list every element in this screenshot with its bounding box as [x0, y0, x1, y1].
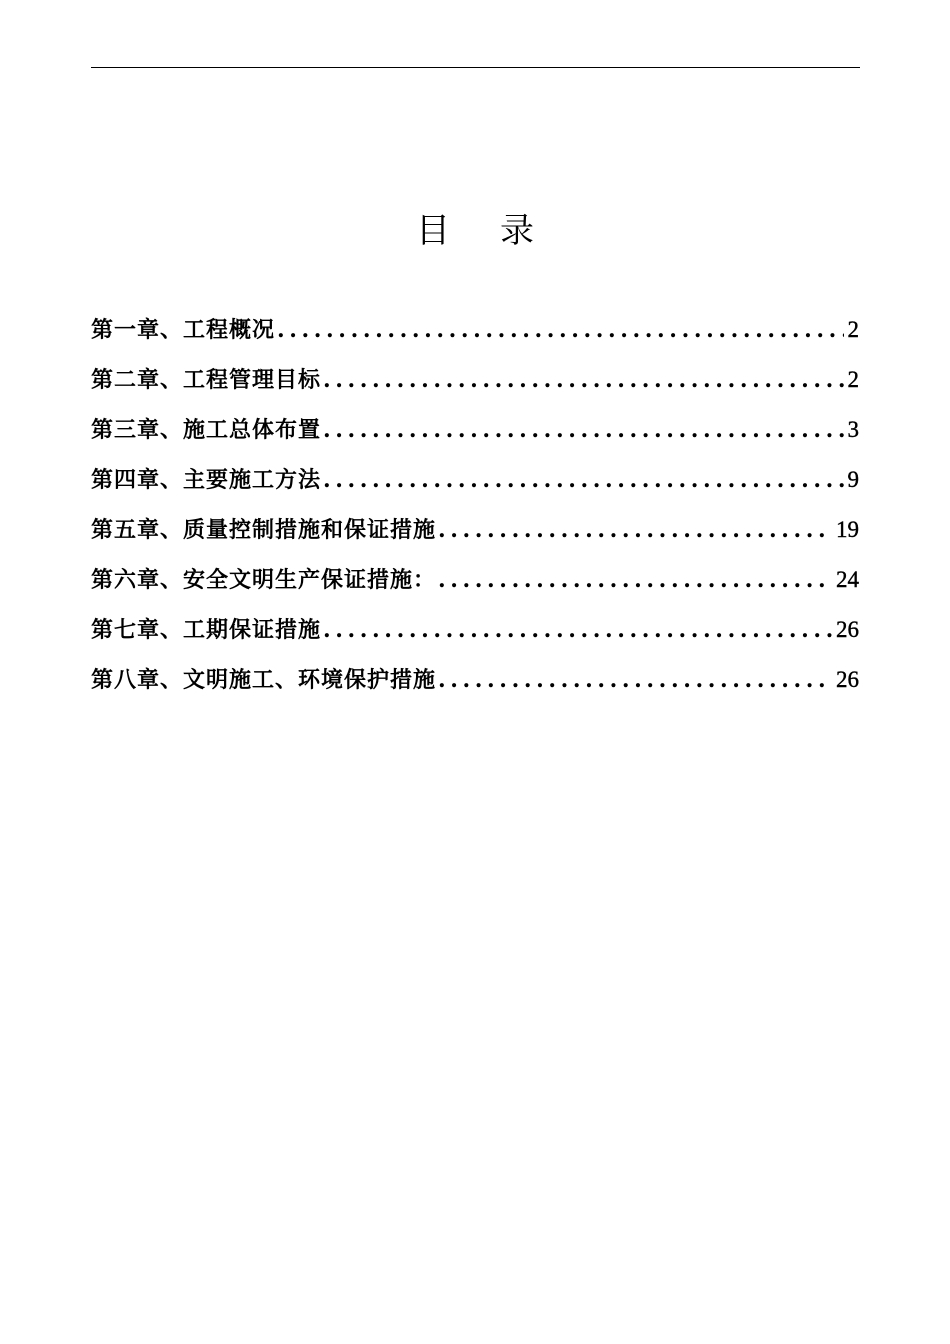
toc-entry-page: 26 — [836, 667, 859, 692]
toc-entry-label: 第六章、安全文明生产保证措施： — [91, 567, 437, 593]
toc-leader-dots — [323, 605, 832, 655]
toc-entry-label: 第三章、施工总体布置 — [91, 417, 322, 443]
page-title-char: 目 — [416, 211, 450, 251]
toc-entry[interactable] — [91, 555, 859, 605]
toc-entry-label: 第二章、工程管理目标 — [91, 367, 322, 393]
toc-entry-page: 2 — [847, 367, 859, 392]
toc-entry[interactable] — [91, 305, 859, 355]
toc-entry-page: 9 — [847, 467, 859, 492]
header-rule — [91, 67, 860, 68]
toc-entry[interactable] — [91, 355, 859, 405]
toc-leader-dots — [277, 305, 843, 355]
toc-entry-label: 第五章、质量控制措施和保证措施 — [91, 517, 437, 543]
toc-entry[interactable] — [91, 405, 859, 455]
toc-entry-page: 2 — [847, 317, 859, 342]
toc-leader-dots — [438, 555, 832, 605]
toc-entry-page: 19 — [836, 517, 859, 542]
toc-entry[interactable] — [91, 655, 859, 705]
toc-entry[interactable] — [91, 505, 859, 555]
toc-leader-dots — [323, 355, 843, 405]
table-of-contents — [91, 305, 859, 705]
toc-entry[interactable] — [91, 605, 859, 655]
toc-entry-label: 第八章、文明施工、环境保护措施 — [91, 667, 437, 693]
toc-entry[interactable] — [91, 455, 859, 505]
toc-entry-page: 24 — [836, 567, 859, 592]
toc-leader-dots — [323, 405, 843, 455]
toc-leader-dots — [323, 455, 843, 505]
page-title — [0, 203, 950, 259]
toc-entry-label: 第七章、工期保证措施 — [91, 617, 322, 643]
toc-leader-dots — [438, 655, 832, 705]
toc-leader-dots — [438, 505, 832, 555]
toc-entry-label: 第一章、工程概况 — [91, 317, 276, 343]
toc-entry-page: 26 — [836, 617, 859, 642]
toc-entry-page: 3 — [847, 417, 859, 442]
toc-entry-label: 第四章、主要施工方法 — [91, 467, 322, 493]
page-title-char: 录 — [500, 211, 534, 251]
